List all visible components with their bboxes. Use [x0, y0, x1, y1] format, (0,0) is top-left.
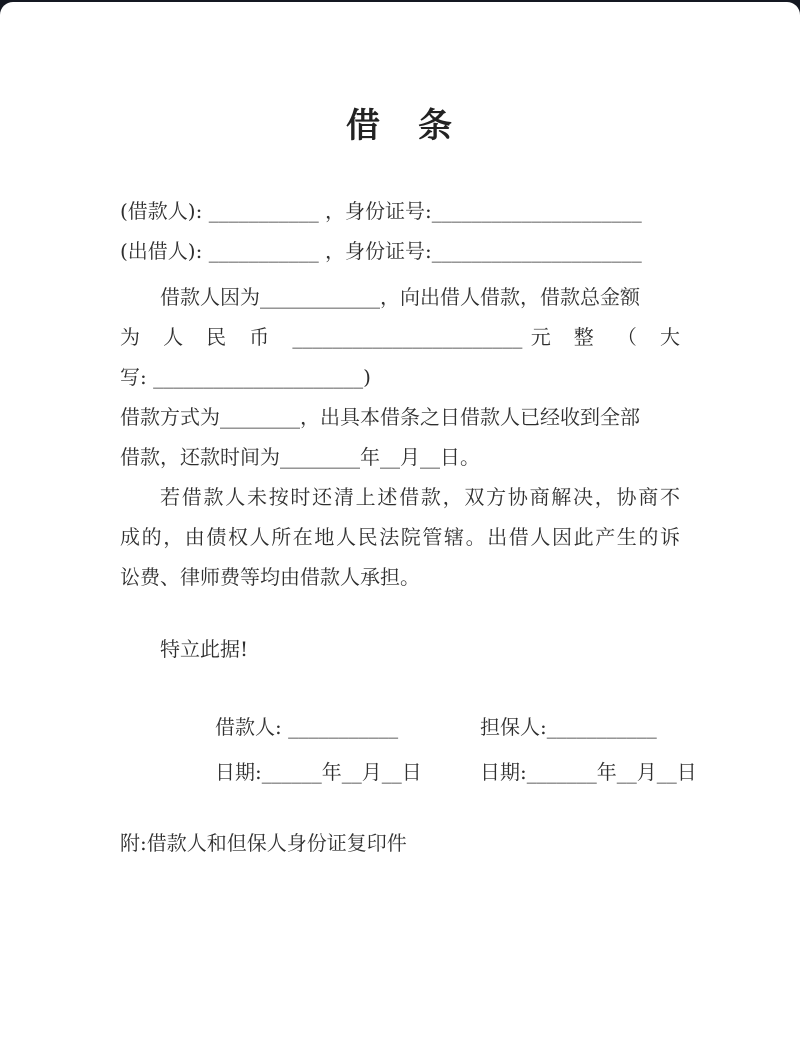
loan-amount-line: 为 人 民 币 _______________________元 整 （ 大	[120, 325, 680, 349]
loan-details-paragraph	[120, 277, 680, 477]
repayment-date-line: 借款，还款时间为________年__月__日。	[120, 445, 480, 469]
borrower-date-line: 日期:______年__月__日	[215, 760, 422, 784]
closing-line: 特立此据!	[160, 637, 249, 661]
dispute-line-3: 讼费、律师费等均由借款人承担。	[120, 565, 420, 589]
loan-reason-line: 借款人因为____________，向出借人借款，借款总金额	[160, 285, 640, 309]
loan-method-line: 借款方式为________，出具本借条之日借款人已经收到全部	[120, 405, 640, 429]
guarantor-date-line: 日期:_______年__月__日	[480, 760, 697, 784]
guarantor-signature-line: 担保人:___________	[480, 715, 657, 739]
borrower-signature-column	[215, 705, 480, 795]
loan-amount-words-line: 写: _____________________)	[120, 365, 371, 389]
borrower-party-line: (借款人): ___________ ，身份证号:_____________________	[120, 199, 642, 223]
lender-party-line: (出借人): ___________ ，身份证号:_____________________	[120, 239, 642, 263]
party-section	[120, 191, 680, 271]
guarantor-signature-column	[480, 705, 745, 795]
dispute-paragraph	[120, 477, 680, 597]
dispute-line-1: 若借款人未按时还清上述借款，双方协商解决，协商不	[160, 485, 680, 509]
document-title: 借 条	[346, 106, 454, 146]
signature-section	[215, 705, 800, 795]
borrower-signature-line: 借款人: ___________	[215, 715, 399, 739]
document-page	[0, 2, 800, 1052]
dispute-line-2: 成的，由债权人所在地人民法院管辖。出借人因此产生的诉	[120, 525, 680, 549]
attachment-note: 附:借款人和但保人身份证复印件	[120, 831, 407, 855]
